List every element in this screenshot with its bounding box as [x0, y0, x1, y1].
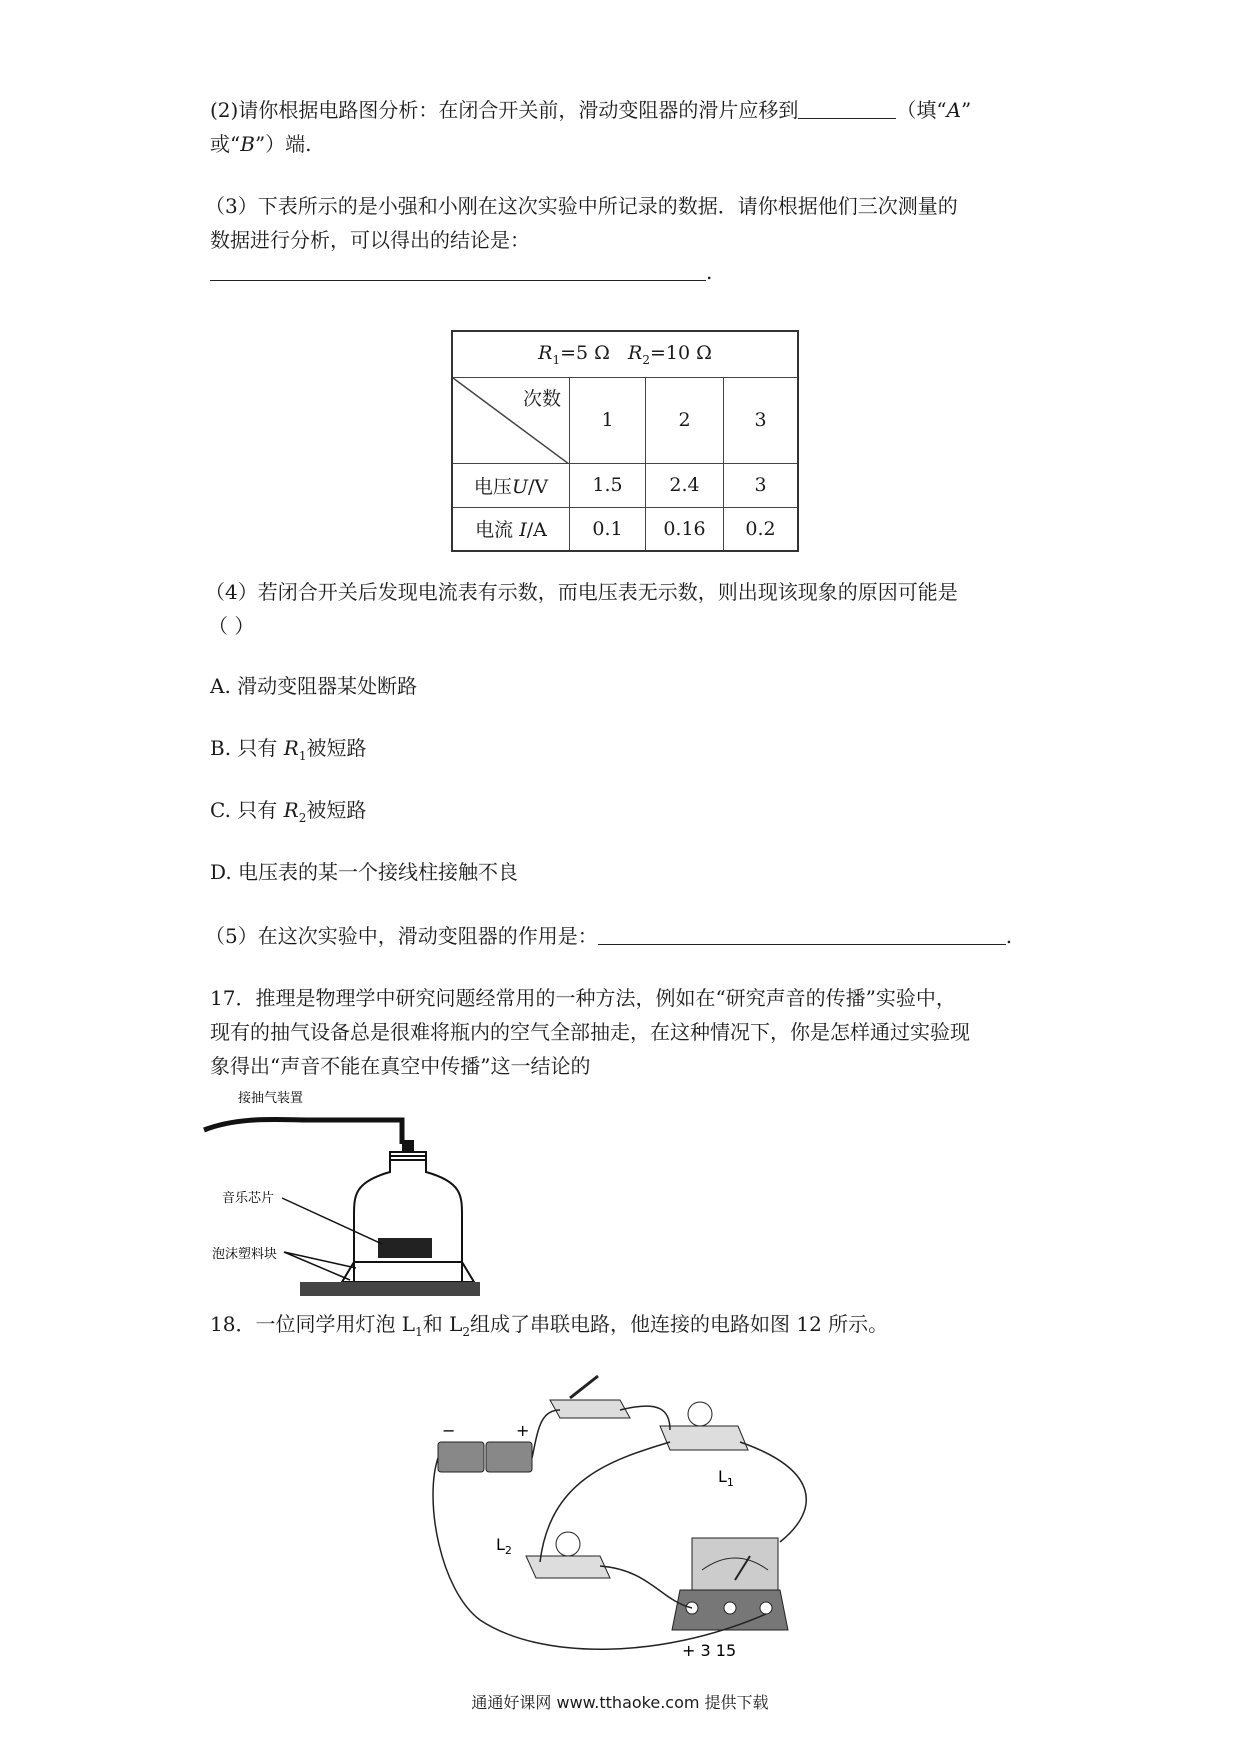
- q2-line1: (2)请你根据电路图分析：在闭合开关前，滑动变阻器的滑片应移到 （填“A”: [210, 98, 972, 122]
- bell-jar: [354, 1156, 462, 1294]
- lamp-l2-base: [526, 1556, 610, 1578]
- switch-lever[interactable]: [570, 1376, 598, 1398]
- q4-option-d[interactable]: D. 电压表的某一个接线柱接触不良: [210, 860, 519, 884]
- q4-option-a[interactable]: A. 滑动变阻器某处断路: [210, 674, 418, 698]
- platform: [300, 1282, 480, 1296]
- series-circuit-figure: [420, 1370, 840, 1670]
- bell-jar-figure: [200, 1086, 480, 1296]
- q17-line2: 现有的抽气设备总是很难将瓶内的空气全部抽走，在这种情况下，你是怎样通过实验现: [210, 1020, 970, 1044]
- q17-line1: 17．推理是物理学中研究问题经常用的一种方法，例如在“研究声音的传播”实验中，: [210, 986, 956, 1010]
- vacuum-hose: [204, 1119, 402, 1144]
- jar-stopper: [402, 1140, 414, 1152]
- table-header-resistances: $R_1=5$ Ω $R_2=10$ Ω: [452, 331, 798, 377]
- lamp-l1-bulb: [688, 1402, 712, 1426]
- music-chip: [378, 1238, 432, 1258]
- q3-answer-blank[interactable]: [210, 260, 706, 281]
- col-header: 2: [646, 377, 724, 463]
- q2-line2: 或“B”）端.: [210, 132, 312, 156]
- q2-answer-blank[interactable]: [798, 98, 896, 119]
- label-foam: 泡沫塑料块: [212, 1247, 278, 1262]
- table-cell: 2.4: [646, 463, 724, 507]
- data-table: [451, 330, 799, 552]
- battery-plus: +: [516, 1421, 530, 1440]
- row-label-current: 电流 I/A: [452, 507, 570, 551]
- battery-cell: [438, 1442, 484, 1472]
- q18-line: 18．一位同学用灯泡 $L_1$和 $L_2$组成了串联电路，他连接的电路如图 12 所示。: [210, 1312, 889, 1339]
- meter-terminal-labels: + 3 15: [682, 1641, 737, 1660]
- q4-line1: （4）若闭合开关后发现电流表有示数，而电压表无示数，则出现该现象的原因可能是: [205, 580, 958, 604]
- q3-line1: （3）下表所示的是小强和小刚在这次实验中所记录的数据．请你根据他们三次测量的: [205, 194, 958, 218]
- col-header: 3: [724, 377, 799, 463]
- table-cell: 0.2: [724, 507, 799, 551]
- foam-base: [342, 1262, 474, 1282]
- row-label-voltage: 电压U/V: [452, 463, 570, 507]
- lamp-l2-bulb: [556, 1532, 580, 1556]
- q5-line: （5）在这次实验中，滑动变阻器的作用是： .: [205, 924, 1013, 948]
- table-cell: 3: [724, 463, 799, 507]
- label-l2: $L_2$: [496, 1535, 512, 1557]
- label-pump: 接抽气装置: [238, 1091, 304, 1106]
- battery-cell: [486, 1442, 532, 1472]
- lamp-l1-base: [660, 1426, 748, 1450]
- meter-terminal[interactable]: [724, 1602, 736, 1614]
- table-cell: 1.5: [570, 463, 646, 507]
- label-chip: 音乐芯片: [222, 1191, 275, 1206]
- page-footer: 通通好课网 www.tthaoke.com 提供下载: [471, 1693, 769, 1712]
- battery-minus: −: [442, 1421, 456, 1440]
- table-cell: 0.1: [570, 507, 646, 551]
- table-corner-cell: [452, 377, 570, 463]
- col-header: 1: [570, 377, 646, 463]
- q4-option-b[interactable]: B. 只有 $R_1$被短路: [210, 736, 367, 763]
- q17-line3: 象得出“声音不能在真空中传播”这一结论的: [210, 1054, 591, 1078]
- switch-base: [550, 1400, 630, 1418]
- q4-option-c[interactable]: C. 只有 $R_2$被短路: [210, 798, 367, 825]
- corner-label: 次数: [522, 387, 561, 410]
- meter-terminal[interactable]: [760, 1602, 772, 1614]
- q4-line2: （ ）: [208, 614, 255, 638]
- table-cell: 0.16: [646, 507, 724, 551]
- q3-line2: 数据进行分析，可以得出的结论是：: [210, 228, 530, 252]
- meter-body: [692, 1538, 778, 1590]
- q3-answer-line: .: [210, 258, 712, 286]
- q5-answer-blank[interactable]: [598, 924, 1006, 945]
- label-l1: $L_1$: [718, 1467, 734, 1489]
